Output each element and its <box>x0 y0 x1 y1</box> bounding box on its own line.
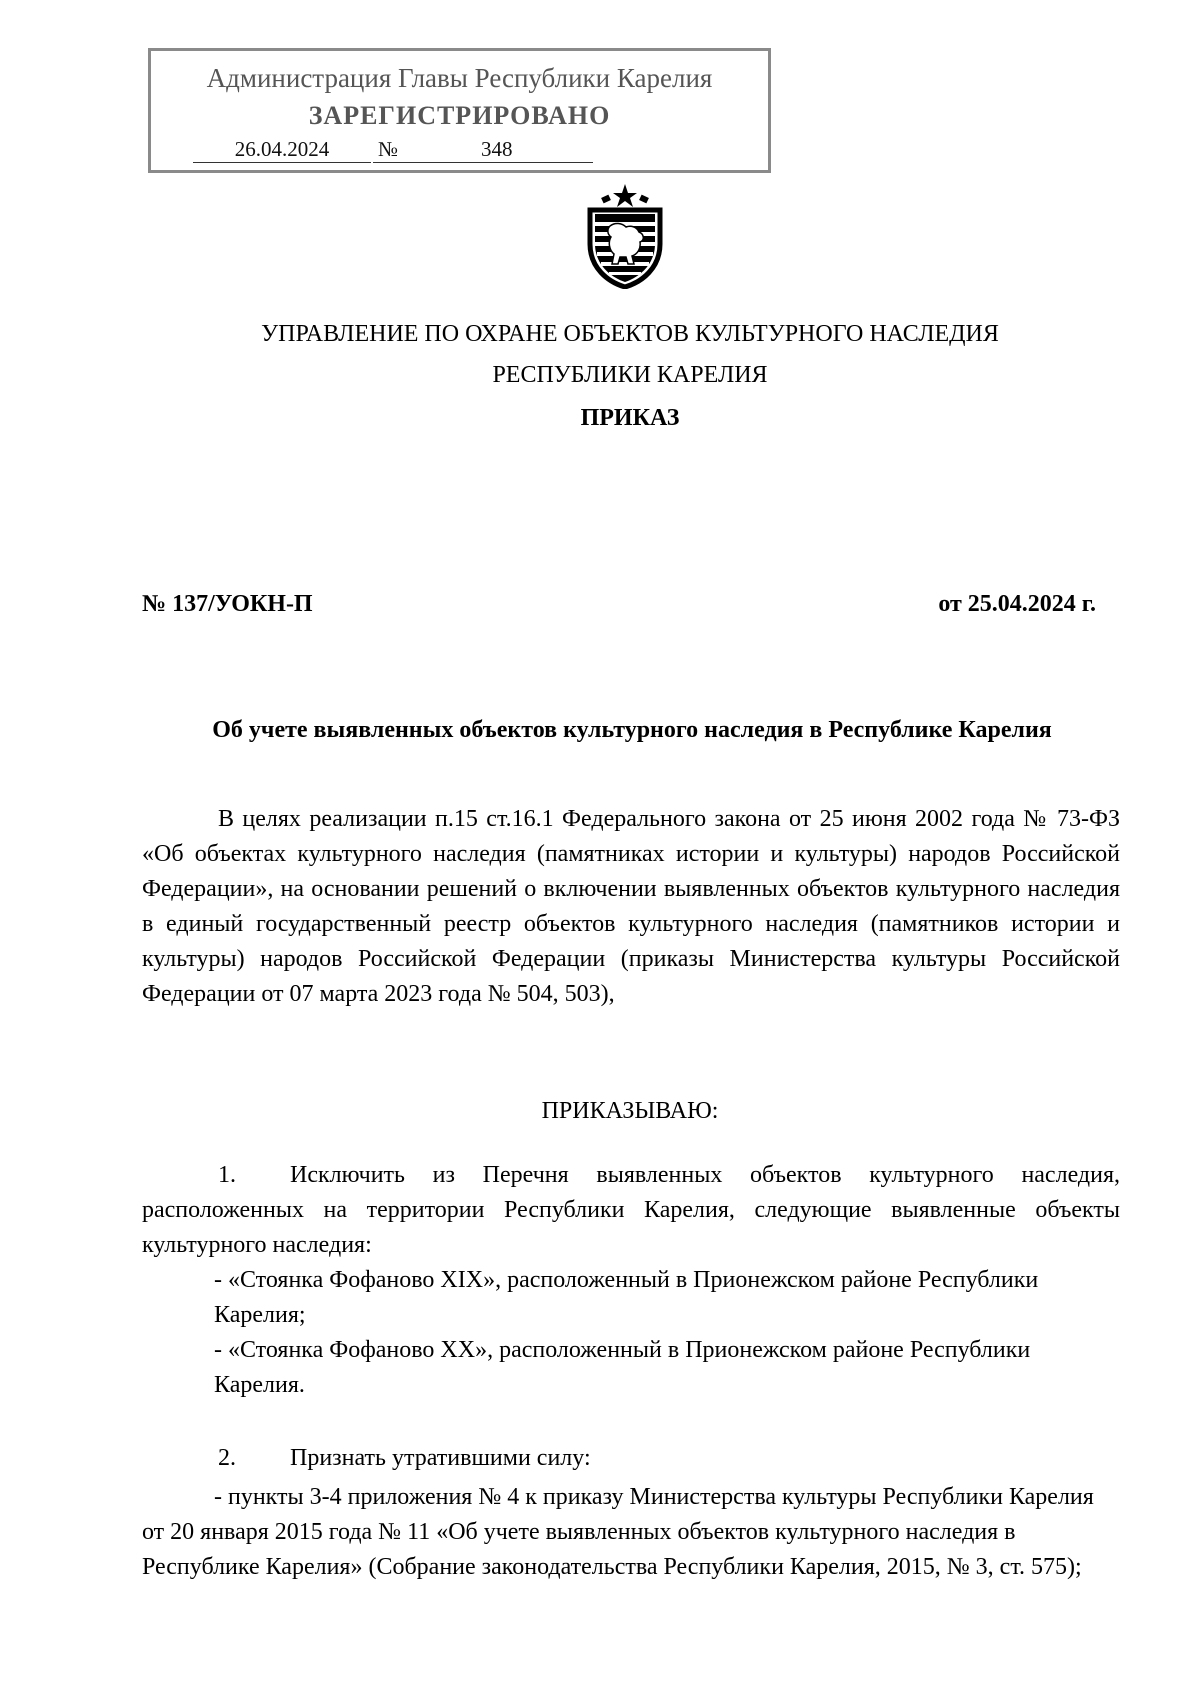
stamp-number-label: № <box>373 137 403 163</box>
karelia-coat-of-arms-icon <box>582 182 668 289</box>
stamp-date: 26.04.2024 <box>193 137 371 163</box>
agency-name-line1: УПРАВЛЕНИЕ ПО ОХРАНЕ ОБЪЕКТОВ КУЛЬТУРНОГО НАСЛЕДИЯ <box>261 321 999 347</box>
stamp-status: ЗАРЕГИСТРИРОВАНО <box>308 101 611 130</box>
order-item-1-subitem-1: - «Стоянка Фофаново XIX», расположенный в Прионежском районе Республики Карелия; <box>214 1267 1039 1328</box>
document-number: № 137/УОКН-П <box>142 591 313 617</box>
order-item-1-subitem-2: - «Стоянка Фофаново XX», расположенный в Прионежском районе Республики Карелия. <box>214 1337 1031 1398</box>
order-item-1 <box>142 1158 1120 1263</box>
preamble-paragraph: В целях реализации п.15 ст.16.1 Федерального закона от 25 июня 2002 года № 73-ФЗ «Об объектах культурного наследия (памятниках истории и культуры) народов Российской Федерации», на основании решений о включении выявленных объектов культурного наследия в единый государственный реестр объектов культурного наследия (памятников истории и культуры) народов Российской Федерации (приказы Министерства культуры Российской Федерации от 07 марта 2023 года № 504, 503), <box>142 806 1120 1007</box>
order-item-2-text: Признать утратившими силу: <box>290 1445 591 1471</box>
order-item-1-number: 1. <box>218 1162 236 1188</box>
agency-name-line2: РЕСПУБЛИКИ КАРЕЛИЯ <box>492 362 768 388</box>
order-item-2-number: 2. <box>218 1445 236 1471</box>
document-subject: Об учете выявленных объектов культурного наследия в Республике Карелия <box>212 717 1052 743</box>
order-item-1-text: Исключить из Перечня выявленных объектов культурного наследия, расположенных на территории Республики Карелия, следующие выявленные объекты культурного наследия: <box>142 1162 1120 1258</box>
order-item-2-subitem-1: - пункты 3-4 приложения № 4 к приказу Министерства культуры Республики Карелия от 20 января 2015 года № 11 «Об учете выявленных объектов культурного наследия в Республике Карелия» (Собрание законодательства Республики Карелия, 2015, № 3, ст. 575); <box>142 1484 1094 1580</box>
stamp-title: Администрация Главы Республики Карелия <box>206 63 713 93</box>
document-date: от 25.04.2024 г. <box>938 591 1096 617</box>
order-word: ПРИКАЗЫВАЮ: <box>541 1098 719 1124</box>
registration-stamp <box>148 48 771 173</box>
stamp-number: 348 <box>403 137 593 163</box>
document-type: ПРИКАЗ <box>580 405 680 431</box>
